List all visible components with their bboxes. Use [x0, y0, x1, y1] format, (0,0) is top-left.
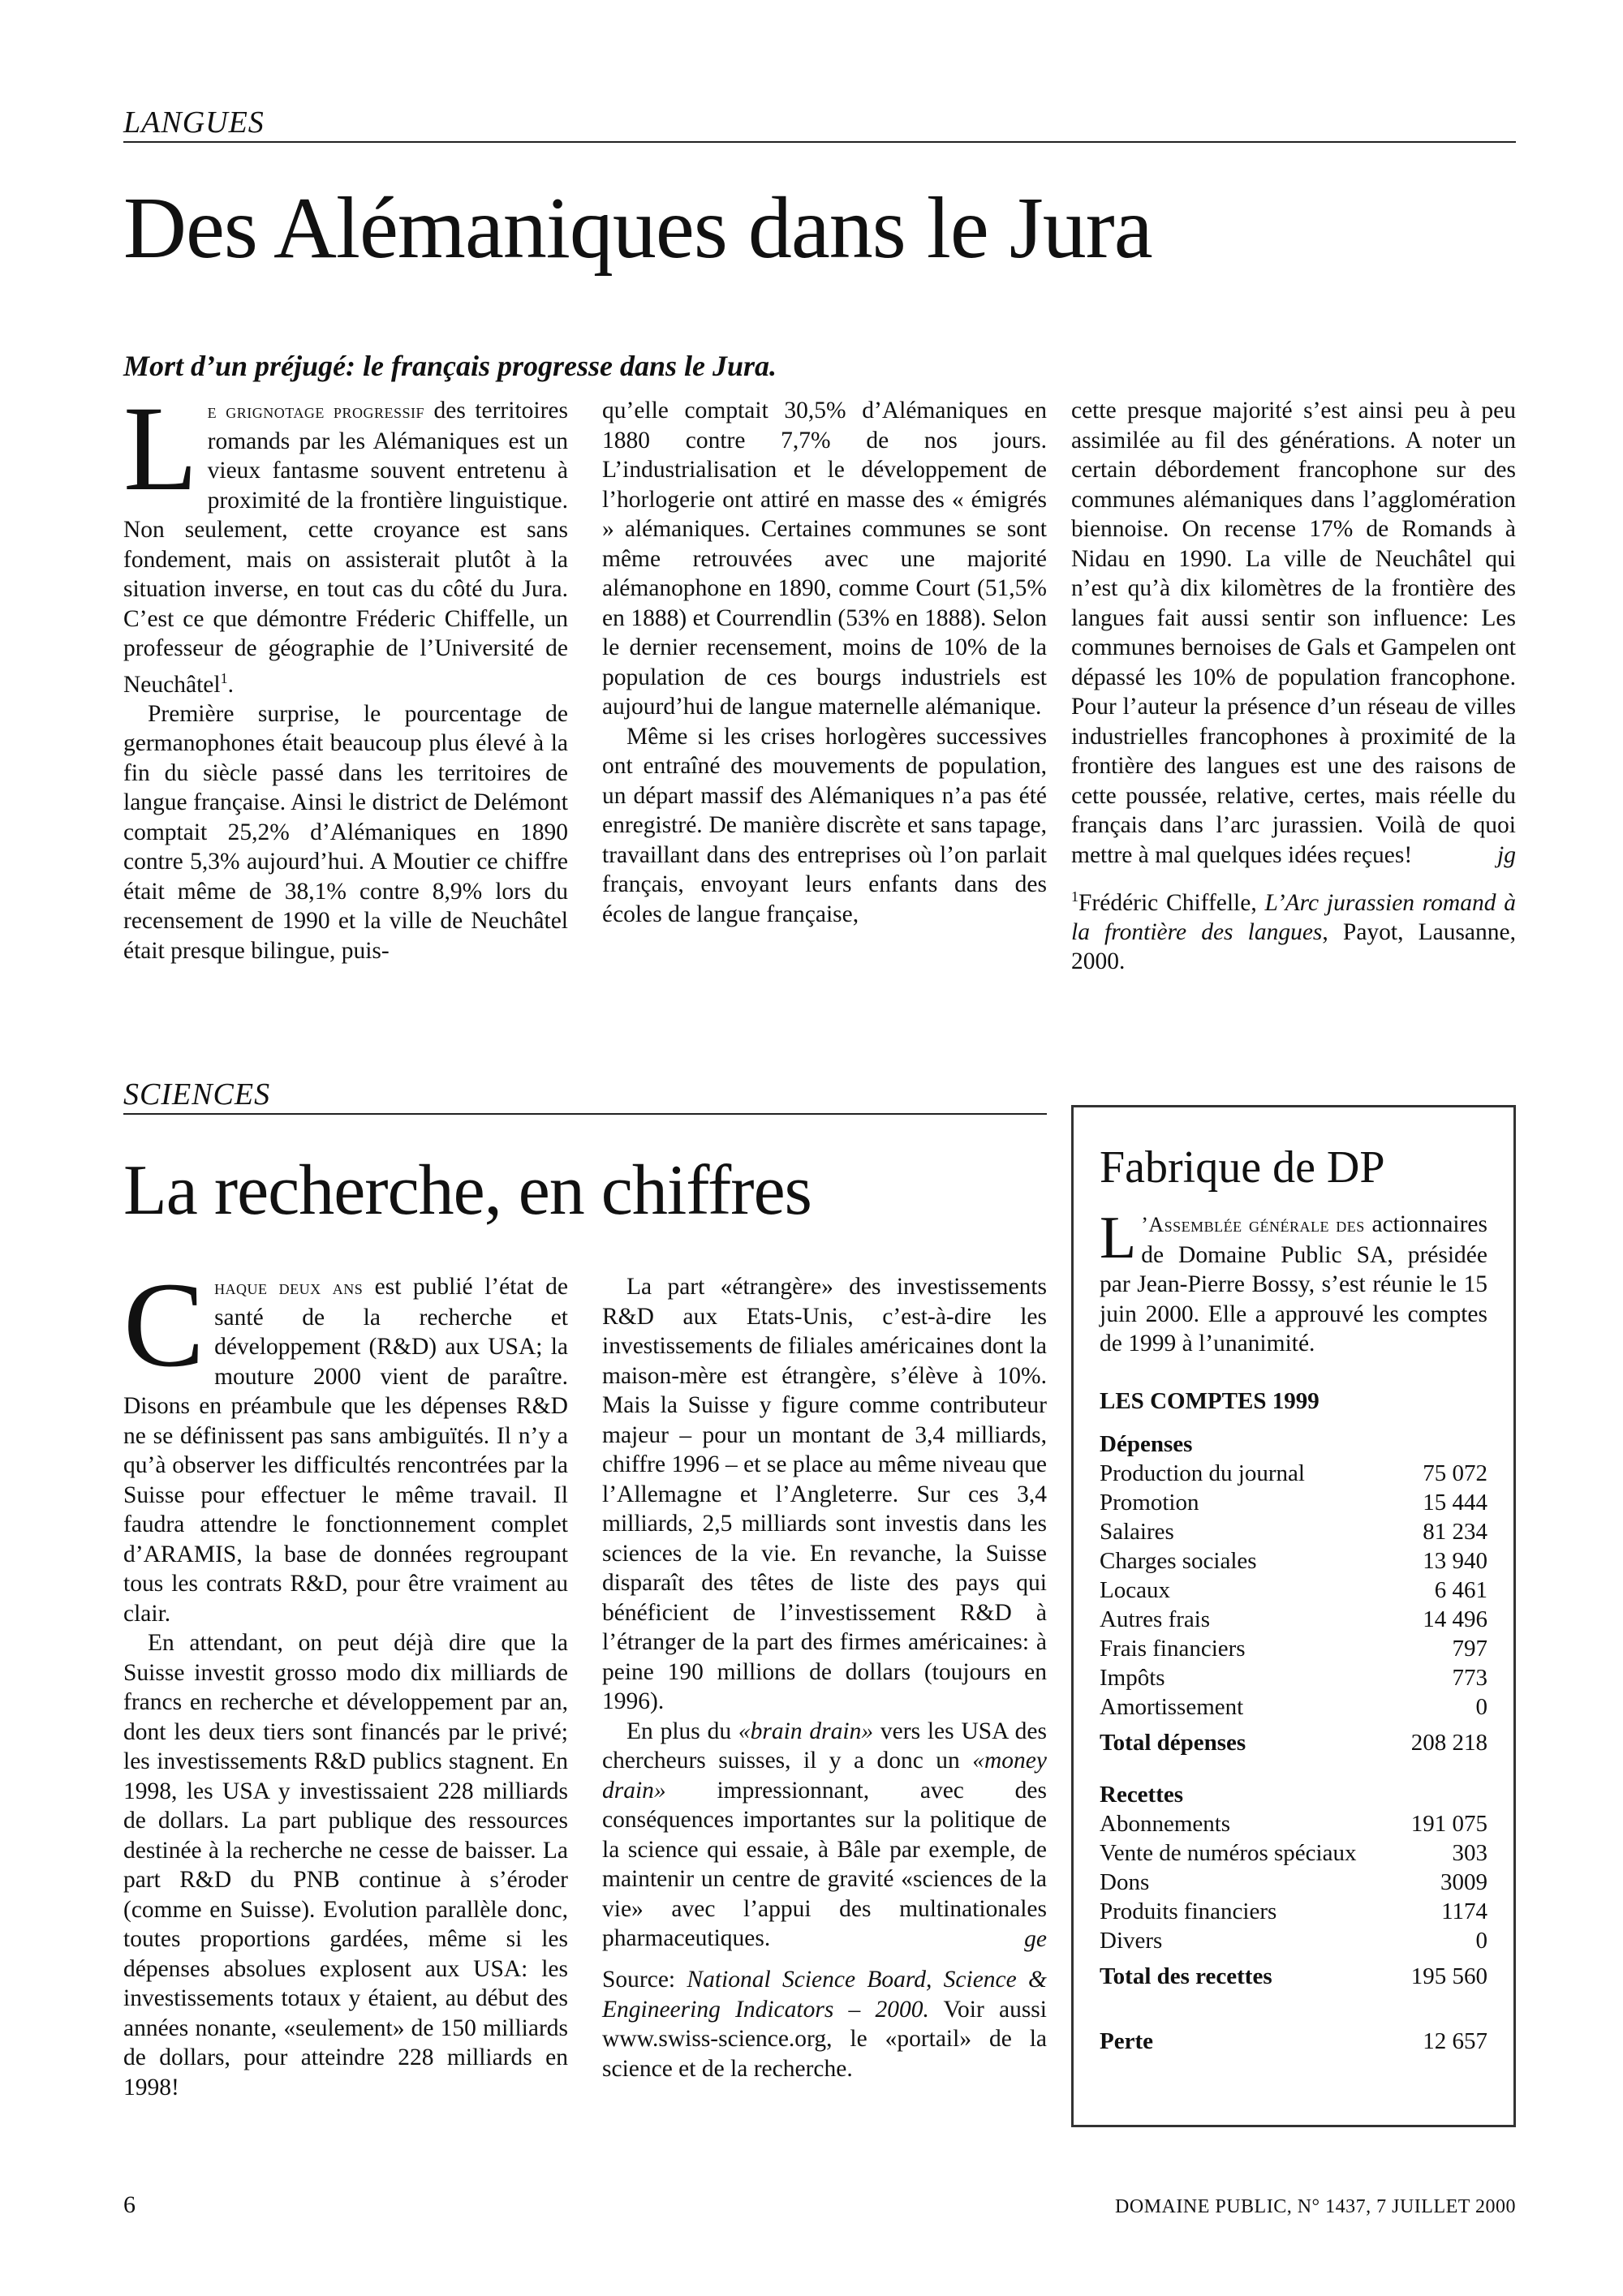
drop-cap: L	[1100, 1205, 1137, 1271]
account-row: Impôts 773	[1100, 1664, 1487, 1691]
account-row: Frais financiers 797	[1100, 1635, 1487, 1662]
income-heading: Recettes	[1100, 1781, 1184, 1808]
section-label-langues: LANGUES	[123, 105, 265, 140]
article2-column-2	[602, 1272, 1047, 2083]
paragraph: En attendant, on peut déjà dire que la Suisse investit grosso modo dix milliards de francs en recherche et développement par an, dont les deux tiers sont financés par le privé; les investissements R&D publics stagnent. En 1998, les USA y investissaient 228 milliards de dollars. La part publique des ressources destinée à la recherche ne cesse de baisser. La part R&D du PNB continue à s’éroder (comme en Suisse). Evolution parallèle donc, toutes proportions gardées, même si les dépenses absolues explosent aux USA: les investissements totaux y étaient, au début des années nonante, «seulement» de 150 milliards de dollars, pour atteindre 228 milliards en 1998!	[123, 1630, 568, 2100]
account-row: Divers 0	[1100, 1927, 1487, 1954]
fabrique-de-dp-box	[1071, 1105, 1516, 2127]
article1-column-3	[1071, 396, 1516, 977]
income-list	[1100, 1809, 1487, 1955]
drop-cap: L	[123, 381, 198, 516]
article-title-jura: Des Alémaniques dans le Jura	[123, 180, 1152, 277]
paragraph: Même si les crises horlogères successives ont entraîné des mouvements de population, un départ massif des Alémaniques n’a pas été enregistré. De manière discrète et sans tapage, travaillant dans des entreprises où l’on parlait français, envoyant leurs enfants dans des écoles de langue française,	[602, 723, 1047, 927]
account-row: Promotion 15 444	[1100, 1489, 1487, 1516]
paragraph: En plus du «brain drain» vers les USA des chercheurs suisses, il y a donc un «money drain» impressionnant, avec des conséquences importantes sur la politique de la science qui essaie, à Bâle par exemple, de maintenir un centre de gravité «sciences de la vie» avec l’appui des multinationales pharmaceutiques.	[602, 1718, 1047, 1951]
loss-row: Perte 12 657	[1100, 2027, 1487, 2054]
drop-cap: C	[123, 1258, 205, 1392]
account-row: Autres frais 14 496	[1100, 1606, 1487, 1632]
account-row: Charges sociales 13 940	[1100, 1547, 1487, 1574]
account-row: Locaux 6 461	[1100, 1576, 1487, 1603]
account-row: Amortissement 0	[1100, 1693, 1487, 1720]
publication-info: DOMAINE PUBLIC, N° 1437, 7 JUILLET 2000	[1115, 2196, 1516, 2217]
section-rule	[123, 1113, 1047, 1115]
box-intro: L ’Assemblée générale des actionnaires de Domaine Public SA, présidée par Jean-Pierre Bossy, s’est réunie le 15 juin 2000. Elle a approuvé les comptes de 1999 à l’unanimité.	[1100, 1205, 1487, 1357]
author-signature: ge	[1024, 1925, 1047, 1952]
expenses-heading: Dépenses	[1100, 1430, 1193, 1457]
paragraph: Chaque deux ans est publié l’état de santé de la recherche et développement (R&D) aux USA; la mouture 2000 vient de paraître. Disons en préambule que les dépenses R&D ne se définissent pas sans ambiguïtés. Il n’y a qu’à observer les difficultés rencontrées par la Suisse pour effectuer le même travail. Il faudra attendre le fonctionnement complet d’ARAMIS, la base de données regroupant tous les contrats R&D, pour être vraiment au clair.	[123, 1258, 568, 1627]
page-number: 6	[123, 2191, 136, 2218]
expenses-list	[1100, 1459, 1487, 1722]
paragraph: Première surprise, le pourcentage de germanophones était beaucoup plus élevé à la fin du siècle passé dans les territoires de langue française. Ainsi le district de Delémont comptait 25,2% d’Alémaniques en 1890 contre 5,3% aujourd’hui. A Moutier ce chiffre était même de 38,1% contre 8,9% lors du recensement de 1990 et la ville de Neuchâtel était presque bilingue, puis-	[123, 700, 568, 964]
paragraph: qu’elle comptait 30,5% d’Alémaniques en 1880 contre 7,7% de nos jours. L’industrialisation et le développement de l’horlogerie ont attiré en masse des « émigrés » alémaniques. Certaines communes se sont même retrouvées avec une majorité alémanophone en 1890, comme Court (51,5% en 1888) et Courrendlin (53% en 1888). Selon le dernier recensement, moins de 10% de la population de ces bourgs industriels est aujourd’hui de langue maternelle alémanique.	[602, 398, 1047, 720]
expenses-total-row: Total dépenses 208 218	[1100, 1729, 1487, 1756]
author-signature: jg	[1497, 842, 1516, 868]
article-title-recherche: La recherche, en chiffres	[123, 1151, 812, 1230]
article1-column-1	[123, 381, 568, 965]
article-lead: Mort d’un préjugé: le français progresse dans le Jura.	[123, 350, 777, 382]
paragraph: La part «étrangère» des investissements R&D aux Etats-Unis, c’est-à-dire les investissements de filiales américaines dont la maison-mère est étrangère, s’élève à 10%. Mais la Suisse y figure comme contributeur majeur – pour un montant de 3,4 milliards, chiffre 1996 – et se place au même niveau que l’Allemagne et l’Angleterre. Sur ces 3,4 milliards, 2,5 milliards sont investis dans les sciences de la vie. En revanche, la Suisse disparaît des têtes de liste des pays qui bénéficient de l’investissement R&D à l’étranger de la part des firmes américaines: à peine 190 millions de dollars (toujours en 1996).	[602, 1274, 1047, 1714]
accounts-heading: LES COMPTES 1999	[1100, 1387, 1319, 1414]
account-row: Produits financiers 1174	[1100, 1898, 1487, 1924]
section-label-sciences: SCIENCES	[123, 1077, 271, 1111]
income-total-row: Total des recettes 195 560	[1100, 1963, 1487, 1989]
source-note: Source: National Science Board, Science & Engineering Indicators – 2000. Voir aussi www.swiss-science.org, le «portail» de la science et de la recherche.	[602, 1967, 1047, 2082]
account-row: Dons 3009	[1100, 1868, 1487, 1895]
account-row: Production du journal 75 072	[1100, 1460, 1487, 1486]
paragraph: Le grignotage progressif des territoires romands par les Alémaniques est un vieux fantasme souvent entretenu à proximité de la frontière linguistique. Non seulement, cette croyance est sans fondement, mais on assisterait plutôt à la situation inverse, en tout cas du côté du Jura. C’est ce que démontre Fréderic Chiffelle, un professeur de géographie de l’Université de Neuchâtel$^1$.	[123, 381, 568, 698]
account-row: Vente de numéros spéciaux 303	[1100, 1839, 1487, 1866]
paragraph: cette presque majorité s’est ainsi peu à peu assimilée au fil des générations. A noter un certain débordement francophone sur des communes alémaniques dans l’agglomération biennoise. On recense 17% de Romands à Nidau en 1990. La ville de Neuchâtel qui n’est qu’à dix kilomètres de la frontière des langues fait aussi sentir son influence: Les communes bernoises de Gals et Gampelen ont dépassé les 10% de population francophone. Pour l’auteur la présence d’un réseau de villes industrielles francophones à proximité de la frontière des langues est une des raisons de cette poussée, relative, certes, mais réelle du français dans l’arc jurassien. Voilà de quoi mettre à mal quelques idées reçues!	[1071, 398, 1516, 868]
section-rule	[123, 141, 1516, 143]
account-row: Abonnements 191 075	[1100, 1810, 1487, 1837]
article2-column-1	[123, 1258, 568, 2102]
account-row: Salaires 81 234	[1100, 1518, 1487, 1545]
footnote: $^1$Frédéric Chiffelle, L’Arc jurassien romand à la frontière des langues, Payot, Lausanne, 2000.	[1071, 888, 1516, 975]
box-title: Fabrique de DP	[1100, 1142, 1385, 1193]
article1-column-2	[602, 396, 1047, 929]
